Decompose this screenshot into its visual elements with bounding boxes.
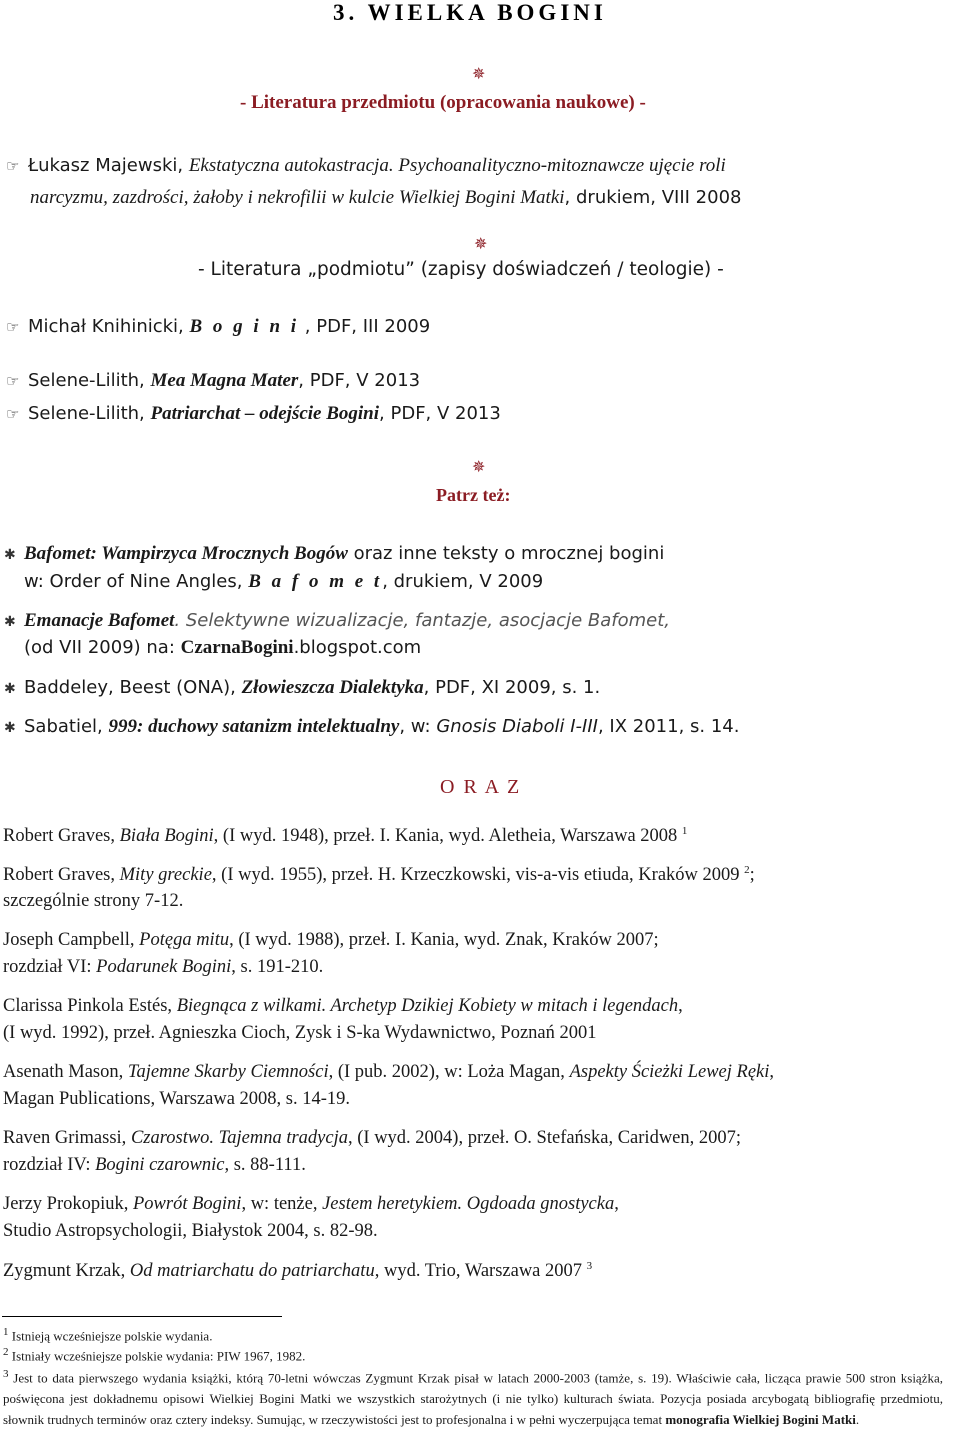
see-also-item: ✱ Bafomet: Wampirzyca Mrocznych Bogów oraz inne teksty o mrocznej bogini bbox=[4, 543, 665, 564]
pointing-hand-icon: ☞ bbox=[6, 159, 20, 175]
reference-item: Clarissa Pinkola Estés, Biegnąca z wilkami. Archetyp Dzikiej Kobiety w mitach i legendach, bbox=[3, 996, 683, 1016]
asterisk-icon: ✱ bbox=[4, 721, 16, 736]
list-item: ☞ Michał Knihinicki, B o g i n i , PDF, III 2009 bbox=[6, 316, 431, 337]
oraz-heading: O R A Z bbox=[440, 776, 522, 798]
reference-item-continuation: rozdział IV: Bogini czarownic, s. 88-111. bbox=[3, 1155, 306, 1175]
reference-item-continuation: rozdział VI: Podarunek Bogini, s. 191-210. bbox=[3, 957, 324, 977]
footnote: $^3$ Jest to data pierwszego wydania książki, którą 70-letni wówczas Zygmunt Krzak pisał w latach 2000-2003 (tamże, s. 19). Właściwie cała, licząca prawie 500 stron książka, poświęcona jest dokładnemu opisowi Wielkiej Bogini Matki we wszystkich starożytnych (i nie tylko) kulturach świata. Pozycja posiada arcybogatą bibliografię przedmiotu, słownik trudnych terminów oraz cztery indeksy. Sumując, w rzeczywistości jest to profesjonalna i w pełni wyczerpująca temat monografia Wielkiej Bogini Matki. bbox=[3, 1368, 943, 1428]
list-item: ☞ Selene-Lilith, Patriarchat – odejście Bogini, PDF, V 2013 bbox=[6, 403, 501, 424]
see-also-item: ✱ Sabatiel, 999: duchowy satanizm intelektualny, w: Gnosis Diaboli I-III, IX 2011, s. 14. bbox=[4, 716, 740, 737]
footnote-separator bbox=[2, 1316, 282, 1317]
reference-item-continuation: Magan Publications, Warszawa 2008, s. 14-19. bbox=[3, 1089, 351, 1109]
star-burst-icon: ✵ bbox=[472, 66, 486, 83]
see-also-item: ✱ Emanacje Bafomet. Selektywne wizualizacje, fantazje, asocjacje Bafomet, bbox=[4, 610, 670, 631]
reference-item: Robert Graves, Biała Bogini, (I wyd. 1948), przeł. I. Kania, wyd. Aletheia, Warszawa 2008 $^1$ bbox=[3, 825, 688, 847]
reference-item: Robert Graves, Mity greckie, (I wyd. 1955), przeł. H. Krzeczkowski, vis-a-vis etiuda, Kraków 2009 $^2$; bbox=[3, 864, 755, 886]
section-heading-subject: - Literatura „podmiotu” (zapisy doświadczeń / teologie) - bbox=[198, 259, 724, 280]
list-item-continuation: narcyzmu, zazdrości, żałoby i nekrofilii w kulcie Wielkiej Bogini Matki, drukiem, VIII 2008 bbox=[30, 187, 742, 208]
reference-item: Zygmunt Krzak, Od matriarchatu do patriarchatu, wyd. Trio, Warszawa 2007 $^3$ bbox=[3, 1260, 593, 1282]
footnote-ref[interactable]: 3 bbox=[586, 1260, 593, 1272]
asterisk-icon: ✱ bbox=[4, 548, 16, 563]
pointing-hand-icon: ☞ bbox=[6, 320, 20, 336]
see-also-item: ✱ Baddeley, Beest (ONA), Złowieszcza Dialektyka, PDF, XI 2009, s. 1. bbox=[4, 677, 601, 698]
star-burst-icon: ✵ bbox=[474, 236, 488, 253]
section-heading-scholarly: - Literatura przedmiotu (opracowania naukowe) - bbox=[240, 92, 646, 113]
see-also-item-continuation: w: Order of Nine Angles, B a f o m e t, drukiem, V 2009 bbox=[24, 571, 544, 592]
footnote-ref[interactable]: 1 bbox=[681, 825, 688, 837]
page-title: 3. WIELKA BOGINI bbox=[333, 0, 607, 25]
footnote: $^1$ Istnieją wcześniejsze polskie wydania. bbox=[3, 1326, 213, 1344]
footnote: $^2$ Istniały wcześniejsze polskie wydania: PIW 1967, 1982. bbox=[3, 1346, 306, 1364]
see-also-item-continuation: (od VII 2009) na: CzarnaBogini.blogspot.com bbox=[24, 637, 422, 658]
reference-item: Raven Grimassi, Czarostwo. Tajemna tradycja, (I wyd. 2004), przeł. O. Stefańska, Caridwen, 2007; bbox=[3, 1128, 742, 1148]
reference-item-continuation: szczególnie strony 7-12. bbox=[3, 891, 184, 911]
asterisk-icon: ✱ bbox=[4, 682, 16, 697]
reference-item: Asenath Mason, Tajemne Skarby Ciemności, (I pub. 2002), w: Loża Magan, Aspekty Ścieżki Lewej Ręki, bbox=[3, 1062, 775, 1082]
pointing-hand-icon: ☞ bbox=[6, 374, 20, 390]
list-item: ☞ Łukasz Majewski, Ekstatyczna autokastracja. Psychoanalityczno-mitoznawcze ujęcie roli bbox=[6, 155, 726, 176]
reference-item-continuation: Studio Astropsychologii, Białystok 2004, s. 82-98. bbox=[3, 1221, 378, 1241]
star-burst-icon: ✵ bbox=[472, 459, 486, 476]
reference-item: Joseph Campbell, Potęga mitu, (I wyd. 1988), przeł. I. Kania, wyd. Znak, Kraków 2007; bbox=[3, 930, 659, 950]
pointing-hand-icon: ☞ bbox=[6, 407, 20, 423]
reference-item: Jerzy Prokopiuk, Powrót Bogini, w: tenże, Jestem heretykiem. Ogdoada gnostycka, bbox=[3, 1194, 619, 1214]
list-item: ☞ Selene-Lilith, Mea Magna Mater, PDF, V 2013 bbox=[6, 370, 421, 391]
asterisk-icon: ✱ bbox=[4, 615, 16, 630]
footnote-ref[interactable]: 2 bbox=[744, 864, 750, 876]
see-also-heading: Patrz też: bbox=[436, 485, 511, 505]
reference-item-continuation: (I wyd. 1992), przeł. Agnieszka Cioch, Zysk i S-ka Wydawnictwo, Poznań 2001 bbox=[3, 1023, 597, 1043]
